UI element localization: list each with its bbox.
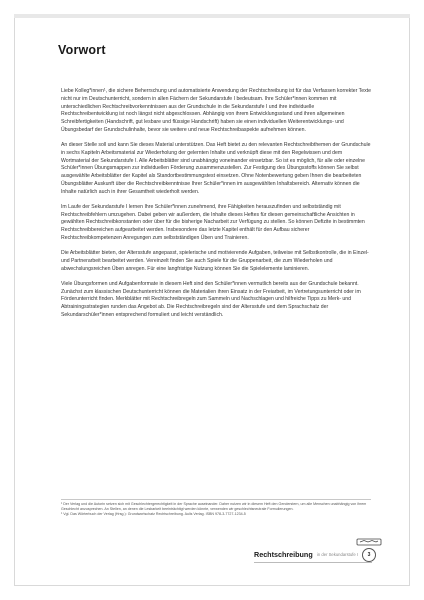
footer-brand: Rechtschreibung: [254, 550, 313, 559]
footnote-1: ¹ Der Verlag und die Autorin setzen sich mit Geschlechtergerechtigkeit in der Sprache auseinander. Daher nutzen wir in diesem Heft den Genderstern, um alle Menschen unabhängig von ihrem Geschlecht anzusprechen. An Stellen, an denen die Lesbarkeit beeinträchtigt werden könnte, verwenden wir geschlechtsneutrale Formulierungen.: [61, 502, 367, 511]
page-top-bar: [14, 14, 410, 18]
paragraph-2: An dieser Stelle soll und kann Sie dieses Material unterstützen. Das Heft bietet zu den relevanten Rechtschreibthemen der Grundschule in sechs Kapiteln Arbeitsmaterial zur Wiederholung der gelernten Inhalte und verknüpft diese mit den Regelwissen und dem Wortmaterial der Sekundarstufe I. Alle Arbeitsblätter sind unabhängig voneinander einsetzbar. So ist es möglich, für alle oder einzelne Schüler*innen Übungsmappen zur individuellen Förderung zusammenzustellen. Zur Festigung des Übungsstoffs können Sie selbst ausgewählte Arbeitsblätter der Kapitel als Standortbestimmungstest einsetzen. Ohne Notenbewertung geben Ihnen die bearbeiteten Übungsblätter Auskunft über die Rechtschreibkenntnisse Ihrer Schüler*innen im ausgewählten Inhaltsbereich. Alternativ können die Inhalte natürlich auch in ihrer Gesamtheit wiederholt werden.: [61, 142, 371, 195]
page-footer: [0, 540, 424, 600]
page-title: Vorwort: [58, 43, 106, 58]
publisher-logo-icon: [356, 537, 382, 547]
page-number: 3: [362, 548, 376, 562]
footer-rule: [254, 562, 372, 563]
paragraph-3: Im Laufe der Sekundarstufe I lernen Ihre Schüler*innen zunehmend, ihre Fähigkeiten herauszufinden und selbstständig mit Rechtschreibfehlern umzugehen. Dabei geben wir außerdem, die Inhalte dieses Heftes für diesen gemeinschaftliche Ansichten in gewählten Rechtschreibkonstanten oder über für die bisherige Nacharbeit zur Verfügung zu stellen. So können Defizite in bestimmten Rechtschreibbereichen aufgearbeitet werden. Insbesondere das letzte Kapitel enthält für den Aufbau sicherer Rechtschreibkompetenzen Anregungen zum selbstständigen Üben und Trainieren.: [61, 203, 365, 241]
paragraph-5: Viele Übungsformen und Aufgabenformate in diesem Heft sind den Schüler*innen vermutlich bereits aus der Grundschule bekannt. Zunächst zum klassischen Deutschunterricht können die Materialien ihren Einsatz in der Freiarbeit, im Vertretungsunterricht oder im Förderunterricht finden. Merkblätter mit Rechtschreibregeln zum Sammeln und Nachschlagen und hilfreiche Tipps zu Merk- und Abtrainingsstrategien runden das Angebot ab. Die Rechtschreibregeln sind der Altersstufe und dem Sprachschatz der Sekundarschüler*innen entsprechend formuliert und leicht verständlich.: [61, 280, 361, 318]
footnote-2: ¹ Vgl. Das Wörterbuch der Verlag (Hrsg.): Grundwortschatz Rechtschreibung. Aulis Verlag. ISBN 978-3-7727-1234-5: [61, 512, 246, 516]
footnotes: [61, 502, 371, 517]
footer-subtitle: in der Sekundarstufe I: [317, 551, 358, 557]
body-text: [61, 88, 371, 327]
paragraph-1: Liebe Kolleg*innen¹, die sichere Beherrschung und automatisierte Anwendung der Rechtschreibung ist für das Verfassen korrekter Texte nicht nur im Deutschunterricht, sondern in allen Fächern der Sekundarstufe I bedeutsam. Ihre Schüler*innen kommen mit unterschiedlichen Rechtschreibvorkenntnissen aus der Grundschule in die Sekundarstufe I und ihre individuelle Rechtschreibentwicklung ist noch längst nicht abgeschlossen. Abhängig von ihrem Entwicklungsstand und ihren allgemeinen Schreibfertigkeiten (Handschrift, gut lesbare und flüssige Handschrift) haben sie einen individuellen Weiterentwicklungs- und Übungsbedarf der Grundschulinhalte, bevor sie weitere und neue Rechtschreibaspekte aufnehmen können.: [61, 88, 371, 133]
footnote-divider: [61, 499, 371, 500]
paragraph-4: Die Arbeitsblätter bieten, der Altersstufe angepasst, spielerische und motivierende Aufgaben, teilweise mit Selbstkontrolle, die in Einzel- und Partnerarbeit bearbeitet werden. Vereinzelt finden Sie auch Spiele für die Gruppenarbeit, die zum Wiederholen und abwechslungsreichen Üben anregen. Für eine langfristige Nutzung können Sie die Spielelemente laminieren.: [61, 250, 369, 272]
